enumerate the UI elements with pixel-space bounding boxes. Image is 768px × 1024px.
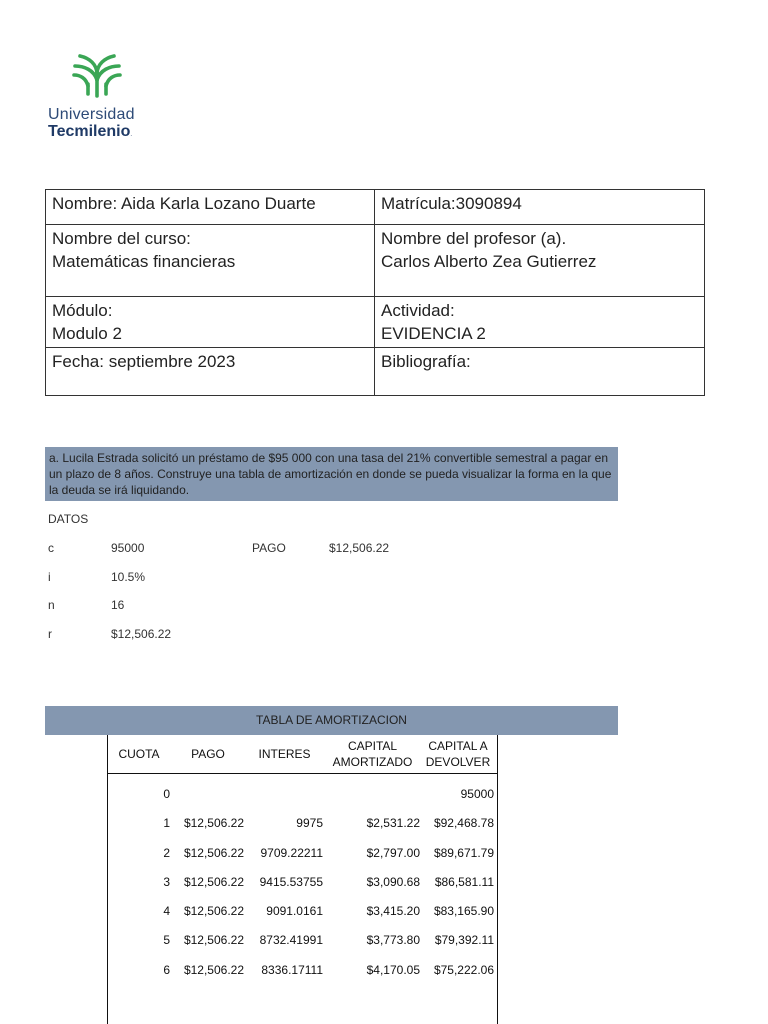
cell-interes: 9091.0161 [266, 904, 323, 919]
cell-cuota: 3 [163, 874, 170, 889]
cell-cuota: 2 [163, 845, 170, 860]
amortization-table-title: TABLA DE AMORTIZACION [45, 706, 618, 735]
datos-i-label: i [48, 570, 51, 584]
matricula-cell: Matrícula:3090894 [375, 190, 705, 225]
header-capital-a-devolver: CAPITAL A DEVOLVER [425, 739, 491, 769]
cell-pago: $12,506.22 [183, 874, 244, 889]
actividad-value: EVIDENCIA 2 [381, 324, 486, 343]
cell-pago: $12,506.22 [183, 904, 244, 919]
cell-pago [172, 780, 244, 809]
datos-n-value: 16 [111, 598, 125, 612]
curso-label: Nombre del curso: [52, 229, 191, 248]
logo-line-universidad: Universidad [48, 106, 135, 123]
curso-value: Matemáticas financieras [52, 252, 236, 271]
table-row [108, 956, 497, 985]
cell-capital-a-devolver: $79,392.11 [434, 933, 494, 948]
header-pago: PAGO [191, 747, 225, 761]
cell-capital-a-devolver: $83,165.90 [433, 904, 494, 919]
profesor-label: Nombre del profesor (a). [381, 229, 567, 248]
header-cuota: CUOTA [118, 747, 160, 761]
bibliografia-cell: Bibliografía: [375, 348, 705, 396]
cell-interes [246, 780, 323, 809]
problem-statement: a. Lucila Estrada solicitó un préstamo de $95 000 con una tasa del 21% convertible semestral a pagar en un plazo de 8 años. Construye una tabla de amortización en donde se pueda visualizar la forma en la que la deuda se irá liquidando. [45, 447, 618, 501]
cell-pago: $12,506.22 [183, 845, 244, 860]
table-row [108, 868, 497, 897]
cell-capital-amortizado: $3,415.20 [366, 904, 420, 919]
table-row [108, 780, 497, 809]
modulo-value: Modulo 2 [52, 324, 122, 343]
cell-capital-a-devolver: $92,468.78 [433, 816, 494, 831]
actividad-label: Actividad: [381, 301, 455, 320]
cell-cuota: 0 [163, 787, 170, 801]
student-info-table [45, 189, 705, 396]
university-logo [48, 50, 158, 145]
datos-r-label: r [48, 627, 52, 641]
cell-capital-a-devolver: $75,222.06 [433, 962, 494, 977]
cell-capital-amortizado: $3,773.80 [366, 933, 420, 948]
datos-r-value: $12,506.22 [111, 627, 172, 641]
cell-pago: $12,506.22 [183, 962, 244, 977]
datos-n-label: n [48, 598, 55, 612]
cell-capital-a-devolver: $89,671.79 [433, 845, 494, 860]
datos-pago-value: $12,506.22 [329, 541, 390, 555]
tecmilenio-mark-icon [72, 50, 122, 100]
profesor-value: Carlos Alberto Zea Gutierrez [381, 252, 597, 271]
modulo-cell [46, 297, 375, 348]
cell-cuota: 1 [163, 816, 170, 831]
datos-pago-label: PAGO [252, 541, 286, 555]
datos-title: DATOS [48, 512, 89, 526]
actividad-cell [375, 297, 705, 348]
datos-c-label: c [48, 541, 54, 555]
table-row [108, 897, 497, 926]
cell-capital-amortizado: $4,170.05 [366, 962, 420, 977]
datos-c-value: 95000 [111, 541, 145, 555]
cell-cuota: 4 [163, 904, 170, 919]
cell-pago: $12,506.22 [183, 816, 244, 831]
table-row [108, 839, 497, 868]
cell-interes: 8732.41991 [259, 933, 323, 948]
cell-capital-amortizado: $3,090.68 [366, 874, 420, 889]
cell-interes: 9975 [296, 816, 323, 831]
cell-interes: 8336.17111 [261, 962, 323, 977]
curso-cell [46, 225, 375, 297]
datos-i-value: 10.5% [111, 570, 146, 584]
cell-interes: 9709.22211 [260, 845, 323, 860]
profesor-cell [375, 225, 705, 297]
cell-interes: 9415.53755 [259, 874, 323, 889]
amortization-rows [108, 780, 497, 985]
cell-capital-a-devolver: $86,581.11 [434, 874, 494, 889]
header-interes: INTERES [258, 747, 311, 761]
cell-cuota: 6 [163, 962, 170, 977]
cell-capital-amortizado [325, 780, 420, 809]
cell-capital-amortizado: $2,531.22 [366, 816, 420, 831]
cell-cuota: 5 [163, 933, 170, 948]
table-row [108, 926, 497, 955]
amortization-header-row [108, 735, 497, 774]
logo-line-tecmilenio: Tecmilenio. [48, 123, 133, 140]
cell-pago: $12,506.22 [183, 933, 244, 948]
nombre-cell: Nombre: Aida Karla Lozano Duarte [46, 190, 375, 225]
cell-capital-amortizado: $2,797.00 [366, 845, 420, 860]
amortization-table [107, 735, 498, 1024]
header-capital-amortizado: CAPITAL AMORTIZADO [332, 739, 413, 769]
modulo-label: Módulo: [52, 301, 113, 320]
cell-capital-a-devolver: 95000 [460, 787, 494, 801]
fecha-cell: Fecha: septiembre 2023 [46, 348, 375, 396]
table-row [108, 809, 497, 838]
